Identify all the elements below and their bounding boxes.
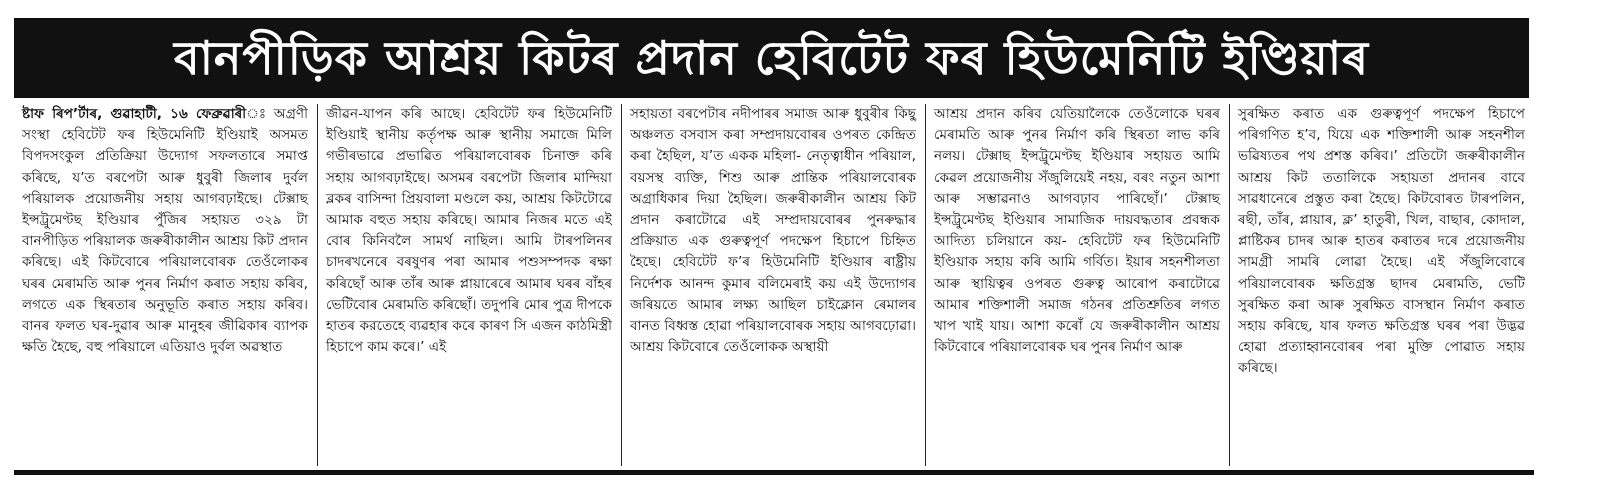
- article-column-3: [622, 104, 926, 466]
- article-column-4: [926, 104, 1230, 466]
- article-column-5: [1230, 104, 1534, 466]
- bottom-margin: [0, 475, 1599, 490]
- column-1-body: ঃ অগ্ৰণী সংস্থা হেবিটেট ফৰ হিউমেনিটি ইণ্ডিয়াই অসমত বিপদসংকুল প্ৰতিক্ৰিয়া উদ্যোগ সফলতাৰে সমাপ্ত কৰিছে, য’ত বৰপেটা আৰু ধুবুৰী জিলাৰ দুৰ্বল পৰিয়ালক প্ৰয়োজনীয় সহায় আগবঢ়াইছে। টেক্সাছ ইন্সট্ৰুমেণ্টছ ইণ্ডিয়াৰ পুঁজিৰ সহায়ত ৩২৯ টা বানপীড়িত পৰিয়ালক জৰুৰীকালীন আশ্ৰয় কিট প্ৰদান কৰিছে। এই কিটবোৰে পৰিয়ালবোৰক তেওঁলোকৰ ঘৰৰ মেৰামতি আৰু পুনৰ নিৰ্মাণ কৰাত সহায় কৰিব, লগতে এক স্থিৰতাৰ অনুভূতি কৰাত সহায় কৰিব। বানৰ ফলত ঘৰ-দুৱাৰ আৰু মানুহৰ জীৱিকাৰ ব্যাপক ক্ষতি হৈছে, বহু পৰিয়ালে এতিয়াও দুৰ্বল অৱস্থাত: [22, 106, 308, 356]
- column-3-text: সহায়তা বৰপেটাৰ নদীপাৰৰ সমাজ আৰু ধুবুৰীৰ কিছু অঞ্চলত বসবাস কৰা সম্প্ৰদায়বোৰৰ ওপৰত কেন্দ্ৰিত কৰা হৈছিল, য’ত একক মহিলা- নেতৃত্বাধীন পৰিয়াল, বয়সস্থ ব্যক্তি, শিশু আৰু প্ৰান্তিক পৰিয়ালবোৰক অগ্ৰাধিকাৰ দিয়া হৈছিল। জৰুৰীকালীন আশ্ৰয় কিট প্ৰদান কৰাটোৱে এই সম্প্ৰদায়বোৰৰ পুনৰুদ্ধাৰ প্ৰক্ৰিয়াত এক গুৰুত্বপূৰ্ণ পদক্ষেপ হিচাপে চিহ্নিত হৈছে। হেবিটেট ফ’ৰ হিউমেনিটি ইণ্ডিয়াৰ ৰাষ্ট্ৰীয় নিৰ্দেশক আনন্দ কুমাৰ বলিমেৰাই কয় এই উদ্যোগৰ জৰিয়তে আমাৰ লক্ষ্য আছিল চাইক্লোন ৰেমালৰ বানত বিধ্বস্ত হোৱা পৰিয়ালবোৰক সহায় আগবঢ়োৱা। আশ্ৰয় কিটবোৰে তেওঁলোকক অস্থায়ী: [630, 106, 916, 356]
- column-5-text: সুৰক্ষিত কৰাত এক গুৰুত্বপূৰ্ণ পদক্ষেপ হিচাপে পৰিগণিত হ’ব, যিয়ে এক শক্তিশালী আৰু সহনশীল ভৱিষ্যতৰ পথ প্ৰশস্ত কৰিব।’ প্ৰতিটো জৰুৰীকালীন আশ্ৰয় কিট ততালিকে সহায়তা প্ৰদানৰ বাবে সাৱধানেৰে প্ৰস্তুত কৰা হৈছে। কিটবোৰত টাৰপলিন, ৰছী, তাঁৰ, প্লায়াৰ, ক্ল’ হাতুৰী, খিল, বাছাৰ, কোদাল, প্লাষ্টিকৰ চাদৰ আৰু হাতৰ কৰাতৰ দৰে প্ৰয়োজনীয় সামগ্ৰী সামৰি লোৱা হৈছে। এই সঁজুলিবোৰে পৰিয়ালবোৰক ক্ষতিগ্ৰস্ত ছাদৰ মেৰামতি, ভেটি সুৰক্ষিত কৰা আৰু সুৰক্ষিত বাসস্থান নিৰ্মাণ কৰাত সহায় কৰিছে, যাৰ ফলত ক্ষতিগ্ৰস্ত ঘৰৰ পৰা উদ্ভৱ হোৱা প্ৰত্যাহ্বানবোৰৰ পৰা মুক্তি পোৱাত সহায় কৰিছে।: [1238, 106, 1525, 377]
- column-4-text: আশ্ৰয় প্ৰদান কৰিব যেতিয়ালৈকে তেওঁলোকে ঘৰৰ মেৰামতি আৰু পুনৰ নিৰ্মাণ কৰি স্থিৰতা লাভ কৰি নলয়। টেক্সাছ ইন্সট্ৰুমেণ্টছ ইণ্ডিয়াৰ সহায়ত আমি কেৱল প্ৰয়োজনীয় সঁজুলিয়েই নহয়, বৰং নতুন আশা আৰু সম্ভাৱনাও আগবঢ়াব পাৰিছোঁ।’ টেক্সাছ ইন্সট্ৰুমেণ্টছ ইণ্ডিয়াৰ সামাজিক দায়বদ্ধতাৰ প্ৰবন্ধক আদিত্য চলিয়ানে কয়- হেবিটেট ফৰ হিউমেনিটি ইণ্ডিয়াক সহায় কৰি আমি গৰ্বিত। ইয়াৰ সহনশীলতা আৰু স্থায়িত্বৰ ওপৰত গুৰুত্ব আৰোপ কৰাটোৱে আমাৰ শক্তিশালী সমাজ গঠনৰ প্ৰতিশ্ৰুতিৰ লগত খাপ খাই যায়। আশা কৰোঁ যে জৰুৰীকালীন আশ্ৰয় কিটবোৰে পৰিয়ালবোৰক ঘৰ পুনৰ নিৰ্মাণ আৰু: [934, 106, 1220, 356]
- top-margin: [0, 0, 1599, 14]
- article-column-1: [14, 104, 318, 466]
- byline: ষ্টাফ ৰিপ’ৰ্টাৰ, গুৱাহাটী, ১৬ ফেব্ৰুৱাৰী: [22, 106, 247, 122]
- article-column-2: [318, 104, 622, 466]
- column-1-text: [22, 104, 308, 358]
- headline: বানপীড়িক আশ্রয় কিটৰ প্ৰদান হেবিটেট ফৰ হিউমেনিটি ইণ্ডিয়াৰ: [173, 31, 1370, 85]
- headline-banner: [14, 18, 1529, 98]
- column-2-text: জীৱন-যাপন কৰি আছে। হেবিটেট ফৰ হিউমেনিটি ইণ্ডিয়াই স্থানীয় কৰ্তৃপক্ষ আৰু স্থানীয় সমাজে মিলি গভীৰভাৱে প্ৰভাৱিত পৰিয়ালবোৰক চিনাক্ত কৰি সহায় আগবঢ়াইছে। অসমৰ বৰপেটা জিলাৰ মান্দিয়া ব্লকৰ বাসিন্দা প্ৰিয়বালা মণ্ডলে কয়, আশ্ৰয় কিটটোৱে আমাক বহুত সহায় কৰিছে। আমাৰ নিজৰ মতে এই বোৰ কিনিবলৈ সামৰ্থ নাছিল। আমি টাৰপলিনৰ চাদৰখনেৰে বৰষুণৰ পৰা আমাৰ পশুসম্পদক ৰক্ষা কৰিছোঁ আৰু তাঁৰ আৰু প্লায়াৰেৰে আমাৰ ঘৰৰ বাঁহৰ ভেটিবোৰ মেৰামতি কৰিছোঁ। তদুপৰি মোৰ পুত্ৰ দীপকে হাতৰ করতেহে ব্যৱহাৰ কৰে কাৰণ সি এজন কাঠমিস্ত্ৰী হিচাপে কাম কৰে।’ এই: [326, 106, 612, 356]
- article-columns: [14, 104, 1534, 466]
